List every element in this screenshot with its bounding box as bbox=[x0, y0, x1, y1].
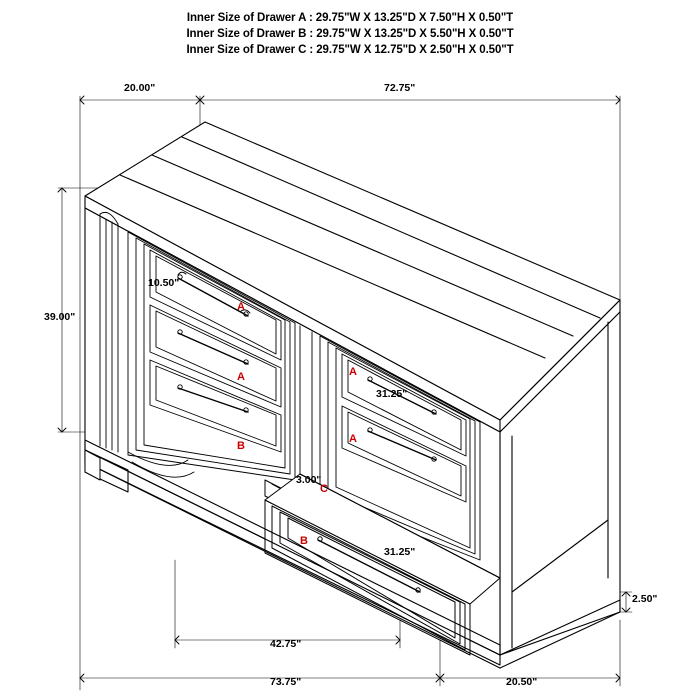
spec-line-c: Inner Size of Drawer C : 29.75"W X 12.75"D X 2.50"H X 0.50"T bbox=[186, 44, 514, 56]
spec-line-b: Inner Size of Drawer B : 29.75"W X 13.25"D X 5.50"H X 0.50"T bbox=[186, 28, 514, 40]
dim-label-base-height: 2.50" bbox=[632, 593, 658, 605]
drawer-letter-a4: A bbox=[349, 433, 357, 445]
dim-label-drawer-height-a: 10.50" bbox=[148, 277, 180, 289]
drawer-letter-c1: C bbox=[320, 483, 328, 495]
drawer-letter-a3: A bbox=[349, 366, 357, 378]
dim-label-depth-top: 20.00" bbox=[124, 82, 156, 94]
dim-label-width-bottom-inner: 42.75" bbox=[270, 638, 302, 650]
drawer-letter-a1: A bbox=[237, 301, 245, 313]
dim-label-height-left: 39.00" bbox=[44, 311, 76, 323]
dim-label-width-bottom-total: 73.75" bbox=[270, 676, 302, 688]
dim-label-drawer-width-mid: 31.25" bbox=[376, 388, 408, 400]
dim-label-width-top: 72.75" bbox=[384, 82, 416, 94]
spec-line-a: Inner Size of Drawer A : 29.75"W X 13.25"D X 7.50"H X 0.50"T bbox=[186, 12, 514, 24]
drawer-letter-a2: A bbox=[237, 371, 245, 383]
dim-label-drawer-width-bottom: 31.25" bbox=[384, 546, 416, 558]
drawer-letter-b1: B bbox=[237, 440, 245, 452]
dim-label-drawer-height-c: 3.00" bbox=[296, 474, 322, 486]
dim-label-depth-bottom: 20.50" bbox=[506, 676, 538, 688]
drawer-letter-b2: B bbox=[300, 535, 308, 547]
